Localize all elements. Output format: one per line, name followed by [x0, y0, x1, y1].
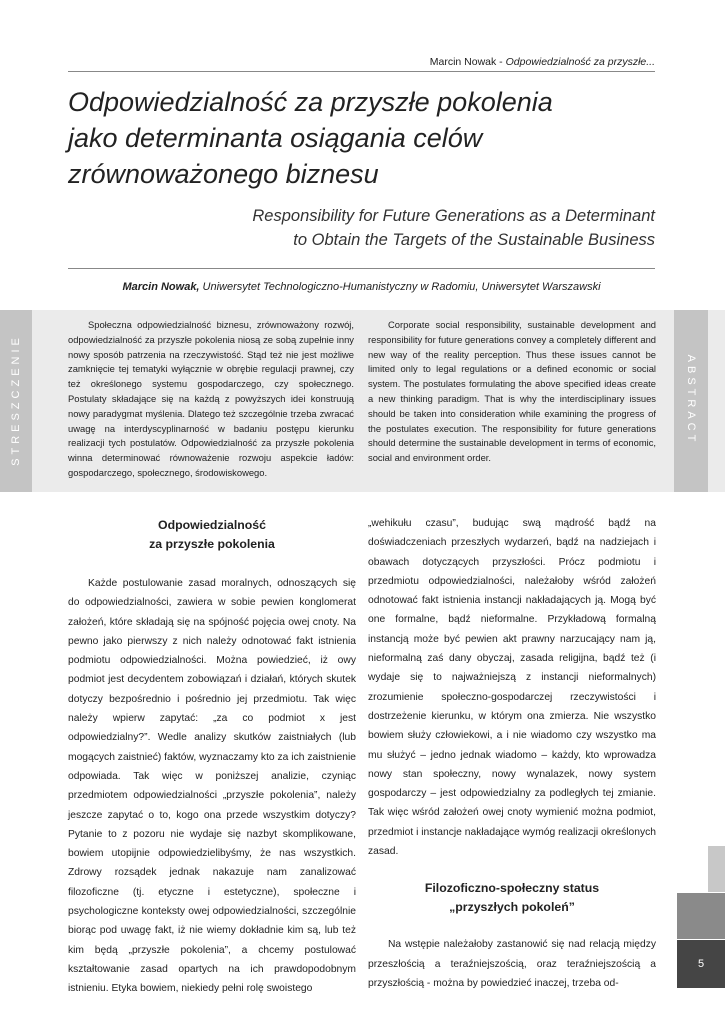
subtitle-line: to Obtain the Targets of the Sustainable Business: [293, 231, 655, 249]
margin-tab-mid: [677, 893, 725, 939]
paragraph: Na wstępie należałoby zastanowić się nad relacją między przeszłością a teraźniejszością, oraz teraźniejszością a przyszłością - można by powiedzieć inaczej, trzeba od-: [368, 939, 656, 989]
english-title: [135, 204, 655, 252]
running-head-title: Odpowiedzialność za przyszłe...: [505, 56, 655, 68]
section-heading-line: „przyszłych pokoleń”: [449, 900, 575, 915]
abstract-polish: [68, 318, 354, 481]
article-title: [68, 84, 628, 192]
author-name: Marcin Nowak,: [122, 281, 200, 293]
spacer: [368, 861, 656, 879]
author-line: [68, 281, 655, 293]
section-heading-line: Filozoficzno-społeczny status: [424, 881, 600, 896]
subtitle-line: Responsibility for Future Generations as a Determinant: [252, 207, 655, 225]
page-number: 5: [697, 958, 705, 970]
page-number-box: [677, 940, 725, 988]
abstract-english-text: Corporate social responsibility, sustainable development and responsibility for future generations convey a completely different and new way of the reality perception. Thus these issues cannot be limited only to legal regulations or a defined economic or social system. The postulates formulating the above specified ideas create a new thinking paradigm. That is why the interdisciplinary issues should be taken into consideration while examining the progress of the postulates execution. The responsibility for future generations should determine the sustainable development in terms of economic, social and environment order.: [368, 319, 657, 464]
spacer: [68, 554, 356, 574]
spacer: [368, 917, 656, 935]
body-column-left: [68, 516, 356, 999]
section-heading-line: Odpowiedzialność: [158, 518, 266, 532]
streszczenie-label: STRESZCZENIE: [10, 334, 22, 466]
body-column-right: [368, 514, 656, 993]
abstract-label: ABSTRACT: [685, 354, 697, 446]
abstract-english: [368, 318, 656, 466]
paragraph: Każde postulowanie zasad moralnych, odnoszących się do odpowiedzialności, zawiera w sobie pewien konglomerat założeń, które składają się na spójność pojęcia owej cnoty. Na pewno jako pierwszy z nich należy odnotować fakt istnienia podmiotu odpowiedzialności. Można powiedzieć, iż owy podmiot jest decydentem zobowiązań i działań, których skutek dotyczy bezpośrednio i pośrednio jej przedmiotu. Tak więc należy wpierw zapytać: „za co podmiot x jest odpowiedzialny?”. Wedle analizy skutków zaistniałych (lub mogących zaistnieć) faktów, wyznaczamy kto za ich zaistnienie odpowiada. Tak więc w poniższej analizie, czyniąc przedmiotem odpowiedzialności „przyszłe pokolenia”, należy jeszcze zapytać o to, kogo ona przede wszystkim dotyczy? Pytanie to z pozoru nie wydaje się nazbyt skomplikowane, bowiem utopijnie odpowiedzielibyśmy, że nas wszystkich. Zdrowy rozsądek jednak nakazuje nam zanalizować filozoficzne (tj. etyczne i estetyczne), społeczne i psychologiczne konteksty owej odpowiedzialności, szczególnie biorąc pod uwagę fakt, iż nie wiemy dokładnie kim są, lub też kim będą „przyszłe pokolenia”, a chcemy postulować kształtowanie zasad opartych na ich prawdopodobnym istnieniu. Etyka bowiem, niekiedy pełni rolę swoistego: [68, 578, 356, 995]
title-line: Odpowiedzialność za przyszłe pokolenia: [68, 87, 553, 117]
section-heading-line: za przyszłe pokolenia: [149, 537, 275, 551]
title-line: jako determinanta osiągania celów: [68, 123, 483, 153]
section-heading: [368, 879, 656, 917]
abstract-polish-text: Społeczna odpowiedzialność biznesu, zrównoważony rozwój, odpowiedzialność za przyszłe pokolenia niosą ze sobą zupełnie inny nowy sposób patrzenia na rzeczywistość. Stąd też nie jest możliwe zamknięcie tej tematyki wyłącznie w obrębie regulacji prawnej, czy też określonego systemu gospodarczego, czy społecznego. Postulaty składające się na każdą z powyższych idei konstruują nowy paradygmat myślenia. Dlatego też szczególnie trzeba zwracać uwagę na interdyscyplinarność w badaniu postępu kierunku realizacji tych postulatów. Odpowiedzialność za przyszłe pokolenia winna determinować równoważenie rozwoju aspekcie ładów: gospodarczego, społecznego, środowiskowego.: [68, 319, 354, 478]
paragraph: „wehikułu czasu”, budując swą mądrość bądź na doświadczeniach przeszłych wydarzeń, bądź na nadziejach i obawach dotyczących przyszłości. Prócz podmiotu i przedmiotu odpowiedzialności, należałoby wśród założeń odnotować fakt istnienia instancji nakładających ją. Mogą być one formalne, bądź nieformalne. Przykładową formalną instancją może być pewien akt prawny narzucający nam ją, nieformalną zaś dany obyczaj, zasada religijna, bądź też (i wydaje się to najważniejszą z instancji nieformalnych) zrozumienie społeczno-gospodarczej rzeczywistości i dostrzeżenie kierunku, w którym ona zmierza. Nie wszystko bowiem służy człowiekowi, a i nie wiadomo czy wszystko ma mu służyć – jedno jednak wiadomo – każdy, kto wprowadza nowy stan społeczny, nowy wynalazek, nowy system gospodarczy – jest odpowiedzialny za podległych tej zmianie. Tak więc wśród założeń owej cnoty wymienić można podmiot, przedmiot i instancje nakładające wymóg realizacji określonych zasad.: [368, 518, 656, 858]
author-affiliation: Uniwersytet Technologiczno-Humanistyczny w Radomiu, Uniwersytet Warszawski: [199, 281, 601, 293]
top-rule: [68, 71, 655, 72]
running-head-author: Marcin Nowak -: [429, 56, 506, 68]
margin-tab-light: [708, 846, 725, 892]
title-rule: [68, 268, 655, 269]
title-line: zrównoważonego biznesu: [68, 159, 379, 189]
section-heading: [68, 516, 356, 554]
running-head: [430, 56, 655, 68]
